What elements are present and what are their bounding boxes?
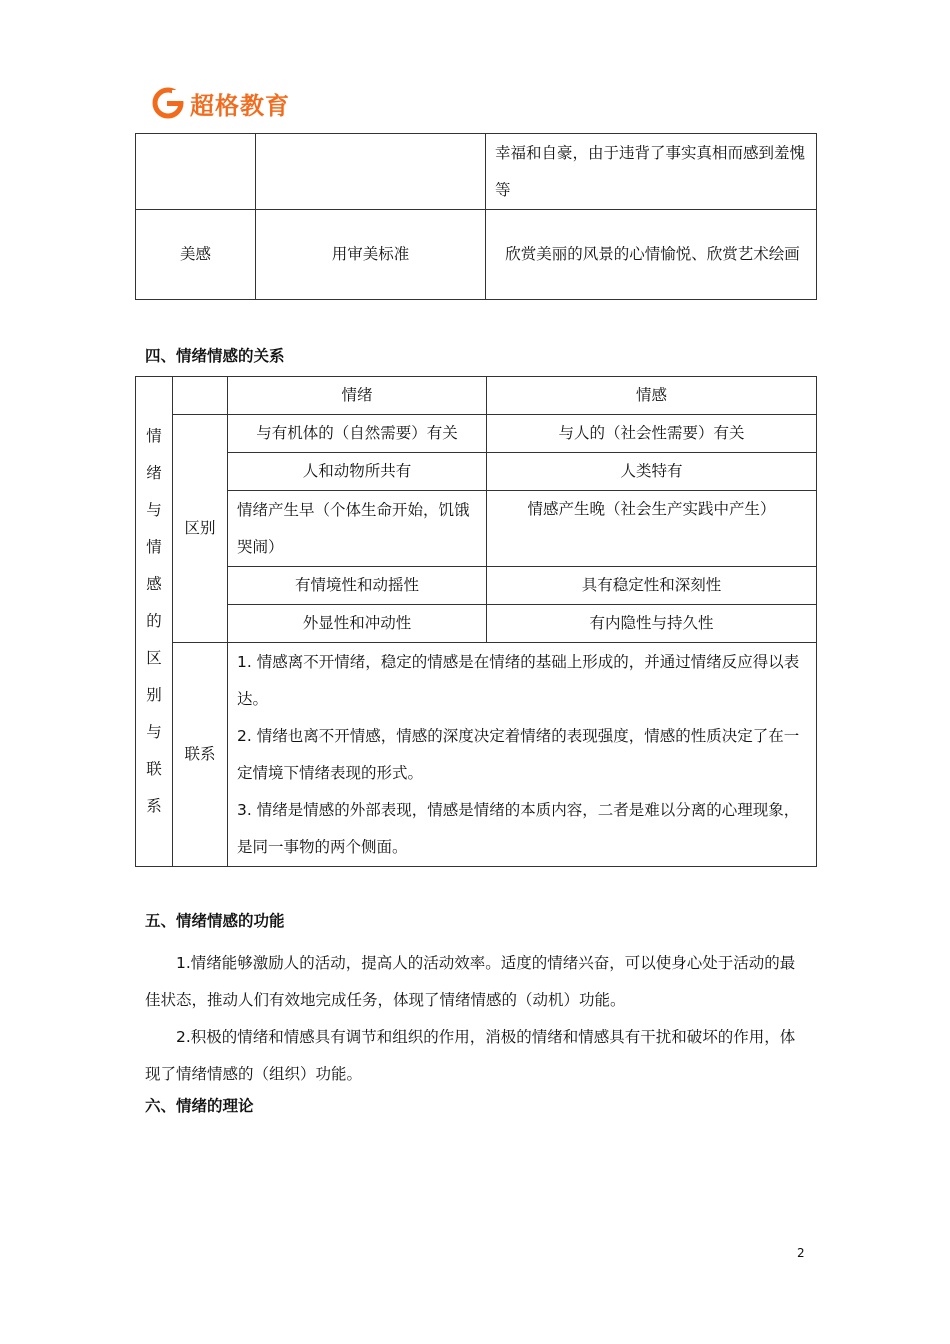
link-item: 3. 情绪是情感的外部表现，情感是情绪的本质内容，二者是难以分离的心理现象，是同一事物的两个侧面。 <box>237 800 800 856</box>
table-cell: 具有稳定性和深刻性 <box>487 567 817 605</box>
table-cell <box>173 377 228 415</box>
table-cell <box>136 134 256 210</box>
logo-icon <box>152 87 184 119</box>
table-cell: 用审美标准 <box>256 210 486 300</box>
relation-table <box>135 376 817 867</box>
section-heading-5: 五、情绪情感的功能 <box>145 912 285 930</box>
column-header-feeling: 情感 <box>487 377 817 415</box>
table-cell-aesthetic: 美感 <box>136 210 256 300</box>
diff-label: 区别 <box>173 415 228 643</box>
feelings-table-continued <box>135 133 817 300</box>
table-header-row <box>136 377 817 415</box>
side-label: 情 绪 与 情 感 的 区 别 与 联 系 <box>136 377 173 867</box>
link-content <box>228 643 817 867</box>
table-row <box>136 134 817 210</box>
table-cell: 与人的（社会性需要）有关 <box>487 415 817 453</box>
table-row <box>136 415 817 453</box>
table-cell: 人和动物所共有 <box>228 453 487 491</box>
table-row <box>136 210 817 300</box>
table-cell: 欣赏美丽的风景的心情愉悦、欣赏艺术绘画 <box>486 210 817 300</box>
table-row <box>136 567 817 605</box>
section-heading-4: 四、情绪情感的关系 <box>145 347 285 365</box>
table-row <box>136 491 817 567</box>
table-row <box>136 453 817 491</box>
link-item: 1. 情感离不开情绪，稳定的情感是在情绪的基础上形成的，并通过情绪反应得以表达。 <box>237 652 800 708</box>
table-cell: 与有机体的（自然需要）有关 <box>228 415 487 453</box>
page-number: 2 <box>797 1246 805 1260</box>
table-cell: 有情境性和动摇性 <box>228 567 487 605</box>
table-cell: 人类特有 <box>487 453 817 491</box>
paragraph: 2.积极的情绪和情感具有调节和组织的作用，消极的情绪和情感具有干扰和破坏的作用，体现了情绪情感的（组织）功能。 <box>145 1028 796 1083</box>
table-cell: 情感产生晚（社会生产实践中产生） <box>487 491 817 567</box>
table-cell <box>256 134 486 210</box>
logo-text: 超格教育 <box>190 91 290 120</box>
table-cell: 有内隐性与持久性 <box>487 605 817 643</box>
table-row <box>136 643 817 867</box>
link-item: 2. 情绪也离不开情感，情感的深度决定着情绪的表现强度，情感的性质决定了在一定情境下情绪表现的形式。 <box>237 726 800 782</box>
table-row <box>136 605 817 643</box>
table-cell: 外显性和冲动性 <box>228 605 487 643</box>
link-label: 联系 <box>173 643 228 867</box>
column-header-emotion: 情绪 <box>228 377 487 415</box>
table-cell: 情绪产生早（个体生命开始，饥饿哭闹） <box>228 491 487 567</box>
paragraph: 1.情绪能够激励人的活动，提高人的活动效率。适度的情绪兴奋，可以使身心处于活动的最佳状态，推动人们有效地完成任务，体现了情绪情感的（动机）功能。 <box>145 954 796 1009</box>
section-heading-6: 六、情绪的理论 <box>145 1097 254 1115</box>
table-cell: 幸福和自豪，由于违背了事实真相而感到羞愧等 <box>486 134 817 210</box>
brand-logo <box>152 86 290 120</box>
